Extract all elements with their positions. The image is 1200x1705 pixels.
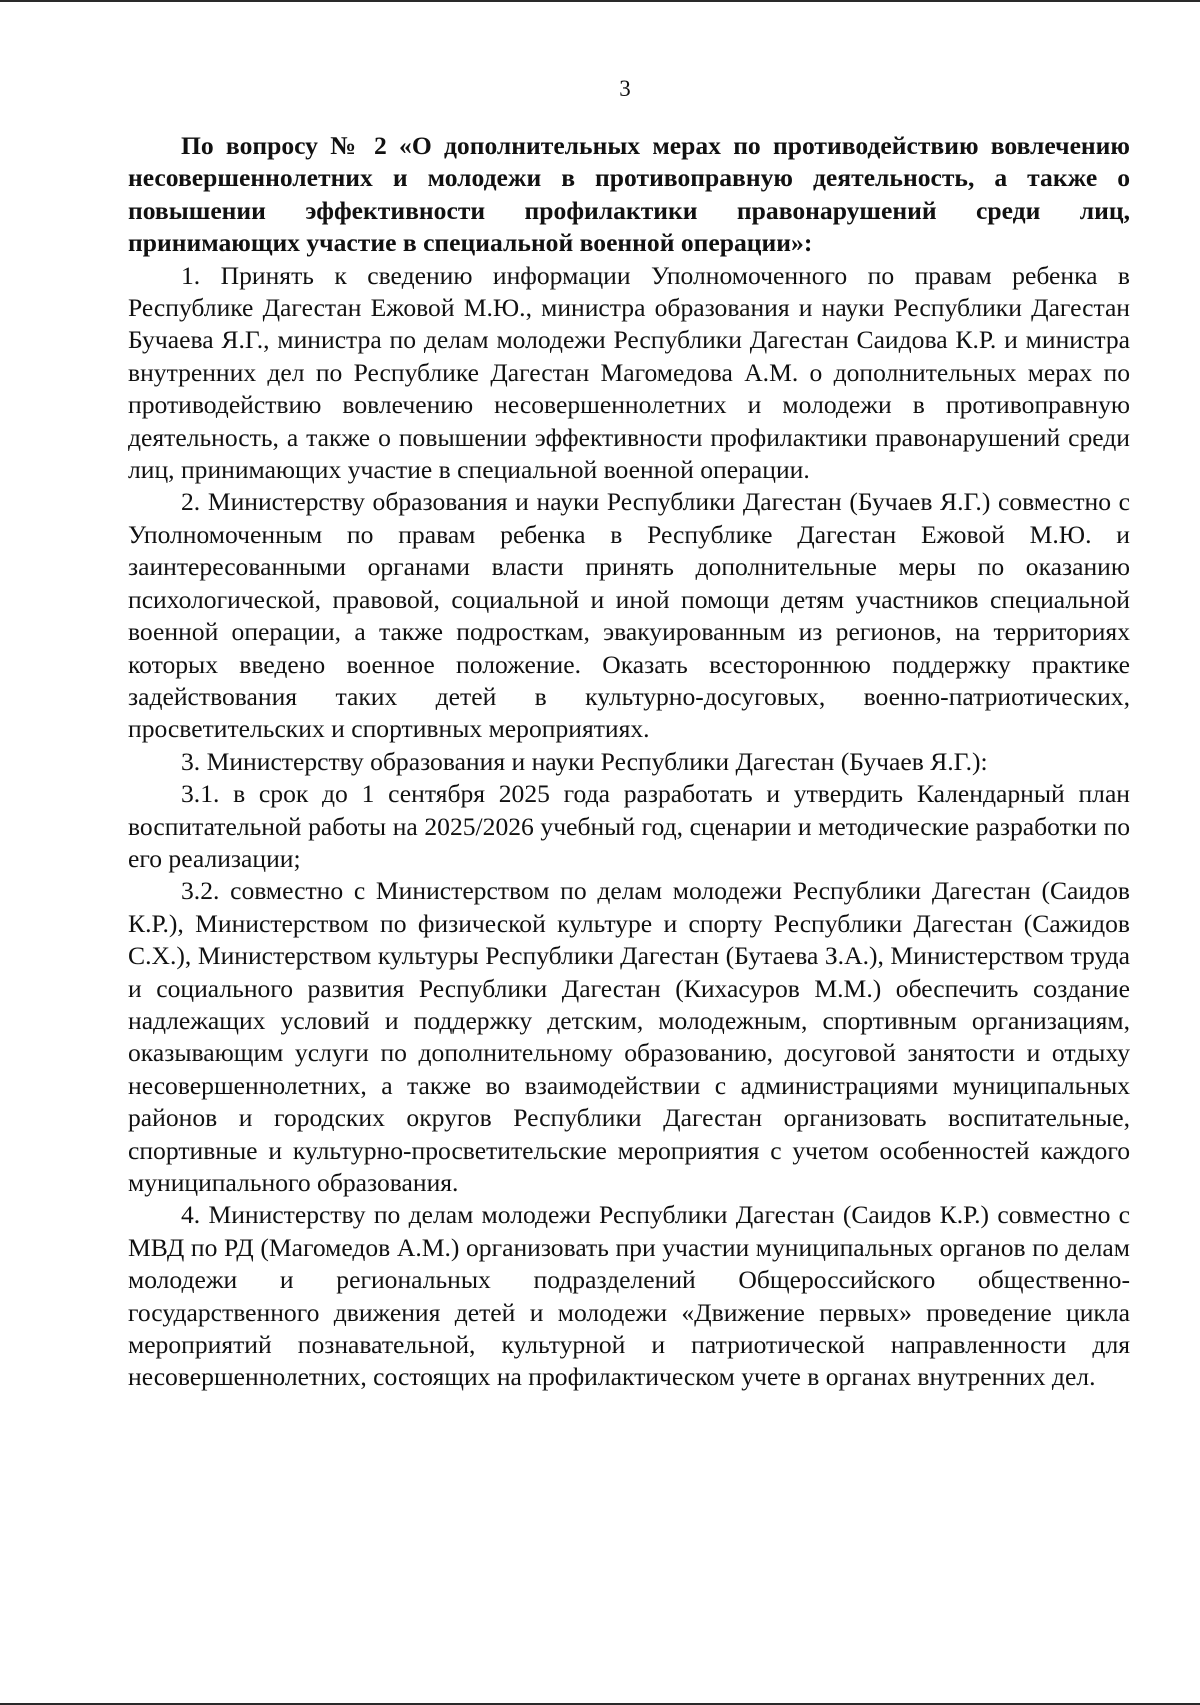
paragraph-item-2: 2. Министерству образования и науки Республики Дагестан (Бучаев Я.Г.) совместно с Уполномоченным по правам ребенка в Республике Дагестан Ежовой М.Ю. и заинтересованными органами власти принять дополнительные меры по оказанию психологической, правовой, социальной и иной помощи детям участников специальной военной операции, а также подросткам, эвакуированным из регионов, на территориях которых введено военное положение. Оказать всестороннюю поддержку практике задействования таких детей в культурно-досуговых, военно-патриотических, просветительских и спортивных мероприятиях. — [128, 487, 1130, 744]
paragraph-item-3: 3. Министерству образования и науки Республики Дагестан (Бучаев Я.Г.): — [181, 746, 988, 776]
scan-edge-top — [0, 0, 1200, 2]
paragraph-item-3-1: 3.1. в срок до 1 сентября 2025 года разработать и утвердить Календарный план воспитательной работы на 2025/2026 учебный год, сценарии и методические разработки по его реализации; — [128, 779, 1130, 873]
section-heading: По вопросу № 2 «О дополнительных мерах по противодействию вовлечению несовершеннолетних и молодежи в противоправную деятельность, а также о повышении эффективности профилактики правонарушений среди лиц, принимающих участие в специальной военной операции»: — [128, 131, 1130, 258]
paragraph-item-3-2: 3.2. совместно с Министерством по делам молодежи Республики Дагестан (Саидов К.Р.), Министерством по физической культуре и спорту Республики Дагестан (Сажидов С.Х.), Министерством культуры Республики Дагестан (Бутаева З.А.), Министерством труда и социального развития Республики Дагестан (Кихасуров М.М.) обеспечить создание надлежащих условий и поддержку детским, молодежным, спортивным организациям, оказывающим услуги по дополнительному образованию, досуговой занятости и отдыху несовершеннолетних, а также во взаимодействии с администрациями муниципальных районов и городских округов Республики Дагестан организовать воспитательные, спортивные и культурно-просветительские мероприятия с учетом особенностей каждого муниципального образования. — [128, 876, 1130, 1197]
document-body — [128, 130, 1130, 1394]
page-number: 3 — [619, 76, 631, 101]
paragraph-item-4: 4. Министерству по делам молодежи Республики Дагестан (Саидов К.Р.) совместно с МВД по РД (Магомедов А.М.) организовать при участии муниципальных органов по делам молодежи и региональных подразделений Общероссийского общественно-государственного движения детей и молодежи «Движение первых» проведение цикла мероприятий познавательной, культурной и патриотической направленности для несовершеннолетних, состоящих на профилактическом учете в органах внутренних дел. — [128, 1200, 1130, 1392]
paragraph-item-1: 1. Принять к сведению информации Уполномоченного по правам ребенка в Республике Дагестан Ежовой М.Ю., министра образования и науки Республики Дагестан Бучаева Я.Г., министра по делам молодежи Республики Дагестан Саидова К.Р. и министра внутренних дел по Республике Дагестан Магомедова А.М. о дополнительных мерах по противодействию вовлечению несовершеннолетних и молодежи в противоправную деятельность, а также о повышении эффективности профилактики правонарушений среди лиц, принимающих участие в специальной военной операции. — [128, 260, 1130, 485]
